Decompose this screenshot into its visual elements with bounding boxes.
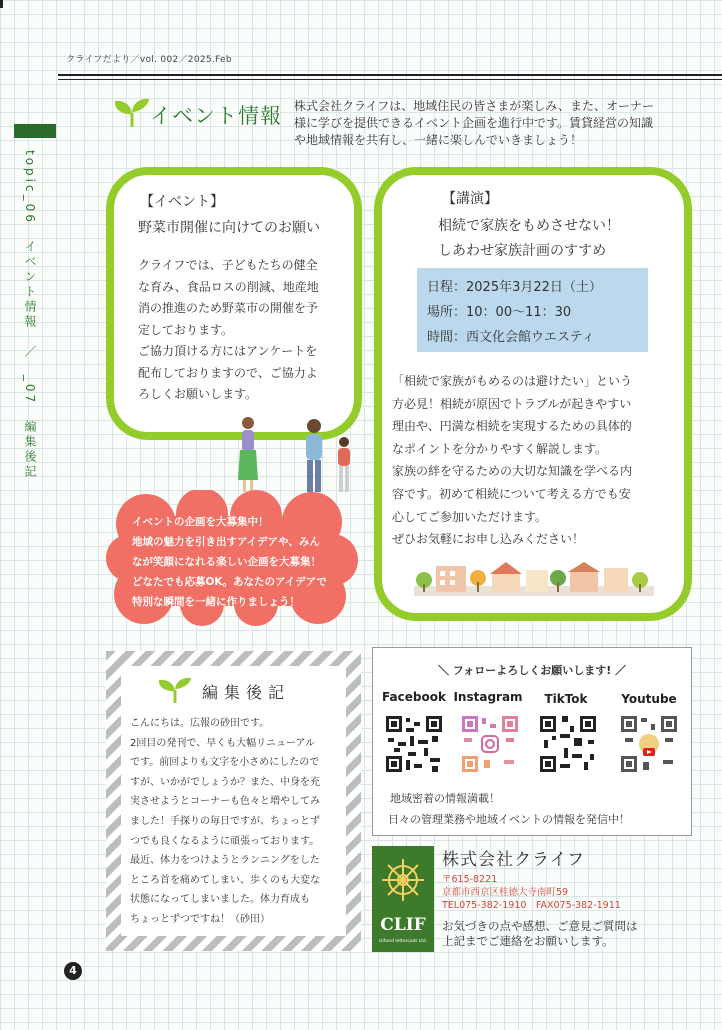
- company-tel: TEL075-382-1910 FAX075-382-1911: [442, 900, 621, 911]
- event-body: クライフでは、子どもたちの健全 な育み、食品ロスの削減、地産地 消の推進のため野菜市の開催を予 定しております。 ご協力頂ける方にはアンケートを 配布しておりますので、ご協力よ ろしくお願いします。: [138, 258, 319, 401]
- lecture-tag: 【講演】: [442, 191, 498, 207]
- company-address: 京都市西京区桂徳大寺南町59: [442, 887, 569, 898]
- social-message-detail: 日々の管理業務や地域イベントの情報を発信中！: [388, 813, 630, 826]
- company-postal: 〒615-8221: [442, 874, 498, 885]
- tiktok-qr-code[interactable]: [538, 714, 598, 774]
- header-rule: [58, 74, 722, 76]
- section-title: イベント情報: [150, 104, 282, 128]
- youtube-qr-code[interactable]: [619, 714, 679, 774]
- contact-note-cont: 上記までご連絡をお願いします。: [442, 934, 614, 948]
- social-follow-header: ＼ フォローよろしくお願いします! ／: [437, 664, 627, 677]
- instagram-label: Instagram: [453, 690, 523, 704]
- contact-note: お気づきの点や感想、ご意見ご質問は: [442, 919, 638, 933]
- lecture-schedule: 日程：2025年3月22日（土） 場所：10：00〜11：30 時間：西文化会館ウエスティ: [417, 268, 648, 352]
- lecture-body: 「相続で家族がもめるのは避けたい」という 方必見！相続が原因でトラブルが起きやすい 理由や、円満な相続を実現するための具体的 なポイントを分かりやすく解説します。 家族の絆を守るための大切な知識を学べる内 容です。初めて相続について考える方でも安 心してご参加いただけます。 ぜひお気軽にお申し込みください！: [392, 374, 633, 547]
- side-topic-label: topic_06 イベント情報 ／ _07 編集後記: [23, 150, 37, 481]
- recruit-cloud-text: イベントの企画を大募集中！ 地域の魅力を引き出すアイデアや、みん なが笑顔になれる楽しい企画を大募集！ どなたでも応募OK。あなたのアイデアで 特別な瞬間を一緒に作りましょう！: [132, 516, 327, 608]
- company-name: 株式会社クライフ: [442, 850, 585, 870]
- page-number: 4: [64, 962, 82, 980]
- side-tab-bar: [14, 124, 56, 138]
- ship-wheel-logo: [372, 846, 434, 952]
- sprout-icon: [155, 676, 195, 704]
- corner-mark: [0, 0, 3, 8]
- section-intro: 株式会社クライフは、地域住民の皆さまが楽しみ、また、オーナー 様に学びを提供できるイベント企画を進行中です。賃貸経営の知識 や地域情報を共有し、一緒に楽しんでいきましょう！: [294, 99, 655, 147]
- logo-subtext: clifund lettercoat Ltd.: [378, 939, 428, 944]
- sprout-icon: [112, 97, 152, 129]
- facebook-label: Facebook: [382, 690, 446, 704]
- youtube-label: Youtube: [621, 692, 677, 706]
- tiktok-label: TikTok: [544, 692, 588, 706]
- event-title: 野菜市開催に向けてのお願い: [138, 220, 320, 236]
- lecture-subtitle: しあわせ家族計画のすすめ: [438, 243, 607, 259]
- editor-note-body: こんにちは。広報の砂田です。 2回目の発刊で、早くも大幅リニューアル です。前回よりも文字を小さめにしたので すが、いかがでしょうか？また、中身を充 実させようとコーナーも色々と増やしてみ ました！手探りの毎日ですが、ちょっとず つでも良くなるように頑張っております。 最近、体力をつけようとランニングをした ところ首を痛めてしまい、歩くのも大変な 状態になってしまいました。体力育成も ちょっとずつですね！（砂田）: [130, 718, 320, 925]
- page-header: クライフだより／vol. 002／2025.Feb: [66, 55, 232, 65]
- editor-note-title: 編集後記: [202, 683, 291, 702]
- town-illustration: [414, 556, 654, 596]
- social-message: 地域密着の情報満載！: [390, 792, 500, 805]
- facebook-qr-code[interactable]: [384, 714, 444, 774]
- header-rule-thin: [58, 79, 722, 80]
- lecture-title: 相続で家族をもめさせない！: [438, 218, 620, 234]
- people-illustration: [234, 414, 358, 498]
- company-logo: [372, 846, 434, 952]
- instagram-qr-code[interactable]: [460, 714, 520, 774]
- logo-text: CLIF: [380, 915, 426, 935]
- event-tag: 【イベント】: [140, 194, 224, 210]
